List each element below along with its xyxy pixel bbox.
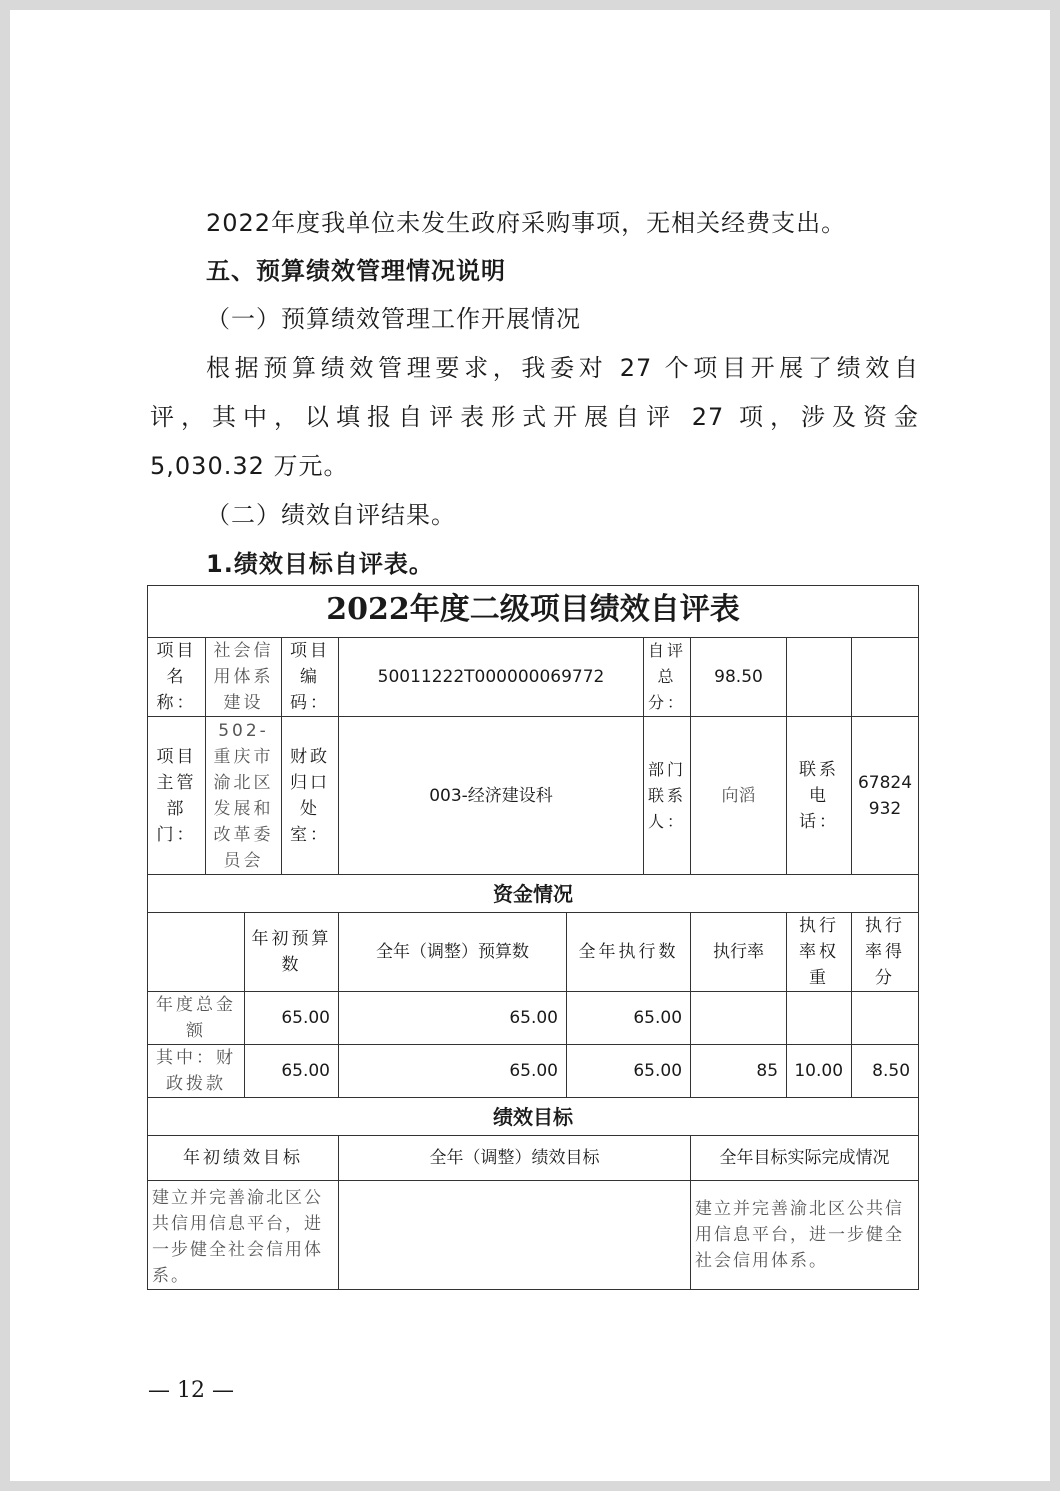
goals-header-actual: 全年目标实际完成情况 xyxy=(691,1136,919,1181)
empty-cell xyxy=(787,638,852,717)
page-number: — 12 — xyxy=(148,1378,234,1403)
funds-row-label: 其中：财政拨款 xyxy=(148,1045,245,1098)
paragraph-self-eval-line2: 评，其中，以填报自评表形式开展自评 27 项，涉及资金 xyxy=(150,403,919,431)
project-name-label: 项目名称： xyxy=(148,638,206,717)
table-title: 2022年度二级项目绩效自评表 xyxy=(326,591,740,627)
funds-row-initial: 65.00 xyxy=(245,992,339,1045)
funds-row-initial: 65.00 xyxy=(245,1045,339,1098)
table-title-cell xyxy=(148,586,919,638)
subsection-heading-1: （一）预算绩效管理工作开展情况 xyxy=(206,305,581,333)
funds-row-executed: 65.00 xyxy=(567,992,691,1045)
funds-row-score: 8.50 xyxy=(852,1045,919,1098)
goals-initial-text: 建立并完善渝北区公共信用信息平台，进一步健全社会信用体系。 xyxy=(148,1181,339,1290)
funds-row-weight xyxy=(787,992,852,1045)
dept-value: 502-重庆市渝北区发展和改革委员会 xyxy=(206,717,282,875)
goals-header-initial: 年初绩效目标 xyxy=(148,1136,339,1181)
contact-person-value: 向滔 xyxy=(691,717,787,875)
performance-evaluation-table xyxy=(147,585,919,1290)
project-name-value: 社会信用体系建设 xyxy=(206,638,282,717)
section-heading-5: 五、预算绩效管理情况说明 xyxy=(206,257,506,285)
funds-row-adjusted: 65.00 xyxy=(339,1045,567,1098)
self-score-label: 自评总分： xyxy=(644,638,691,717)
phone-value: 67824932 xyxy=(852,717,919,875)
funds-row-score xyxy=(852,992,919,1045)
dept-label: 项目主管部门： xyxy=(148,717,206,875)
funds-row-label: 年度总金额 xyxy=(148,992,245,1045)
document-page xyxy=(10,10,1050,1481)
funds-row-executed: 65.00 xyxy=(567,1045,691,1098)
funds-header-weight: 执行率权重 xyxy=(787,913,852,992)
paragraph-procurement: 2022年度我单位未发生政府采购事项，无相关经费支出。 xyxy=(206,209,847,237)
finance-office-value: 003-经济建设科 xyxy=(339,717,644,875)
funds-header-rate: 执行率 xyxy=(691,913,787,992)
funds-row-adjusted: 65.00 xyxy=(339,992,567,1045)
project-code-label: 项目编码： xyxy=(282,638,339,717)
funds-header-score: 执行率得分 xyxy=(852,913,919,992)
phone-label: 联系电话： xyxy=(787,717,852,875)
empty-cell xyxy=(852,638,919,717)
finance-office-label: 财政归口处室： xyxy=(282,717,339,875)
funds-header-blank xyxy=(148,913,245,992)
funds-header-executed: 全年执行数 xyxy=(567,913,691,992)
funds-row-weight: 10.00 xyxy=(787,1045,852,1098)
table-heading: 1.绩效目标自评表。 xyxy=(206,550,434,578)
self-score-value: 98.50 xyxy=(691,638,787,717)
paragraph-self-eval-line1: 根据预算绩效管理要求，我委对 27 个项目开展了绩效自 xyxy=(206,354,919,382)
funds-header-initial: 年初预算数 xyxy=(245,913,339,992)
goals-adjusted-text xyxy=(339,1181,691,1290)
subsection-heading-2: （二）绩效自评结果。 xyxy=(206,501,456,529)
funds-row-rate xyxy=(691,992,787,1045)
contact-person-label: 部门联系人： xyxy=(644,717,691,875)
goals-actual-text: 建立并完善渝北区公共信用信息平台，进一步健全社会信用体系。 xyxy=(691,1181,919,1290)
paragraph-self-eval-line3: 5,030.32 万元。 xyxy=(150,452,349,480)
funds-row-rate: 85 xyxy=(691,1045,787,1098)
funds-header-adjusted: 全年（调整）预算数 xyxy=(339,913,567,992)
funds-section-header: 资金情况 xyxy=(148,875,919,913)
project-code-value: 50011222T000000069772 xyxy=(339,638,644,717)
goals-section-header: 绩效目标 xyxy=(148,1098,919,1136)
goals-header-adjusted: 全年（调整）绩效目标 xyxy=(339,1136,691,1181)
